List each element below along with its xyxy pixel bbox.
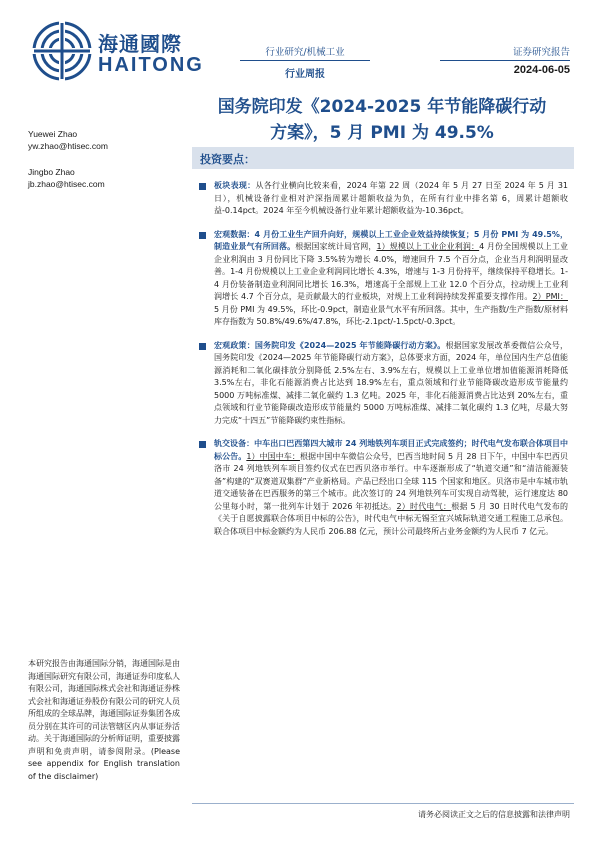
author-email[interactable]: jb.zhao@htisec.com <box>28 179 105 189</box>
paragraph-macro-data <box>192 229 568 329</box>
paragraph-lead: 宏观数据：4 月份工业生产回升向好，规模以上工业企业效益持续恢复；5 月份 PMI 为 49.5%，制造业景气有所回落。 <box>214 229 568 251</box>
author-name: Yuewei Zhao <box>28 129 78 139</box>
paragraph-text: 根据国家发展改革委微信公众号，国务院印发《2024—2025 年节能降碳行动方案》，总体要求方面，2024 年，单位国内生产总值能源消耗和二氧化碳排放分别降低 2.5%左右、3.9%左右，规模以上工业单位增加值能源消耗降低 3.5%左右，非化石能源消费占比达到 18.9%左右，重点领域和行业节能降碳改造形成节能量约 5000 万吨标准煤、减排二氧化碳约 1.3 亿吨。2025 年，非化石能源消费占比达到 20%左右，重点领域和行业节能降碳改造形成节能量约 5000 万吨标准煤、减排二氧化碳约 1.3 亿吨，尽最大努力完成“十四五”节能降碳约束性指标。 <box>214 340 568 425</box>
title-line-2: 方案》，5 月 PMI 为 49.5% <box>270 123 494 143</box>
square-bullet-icon <box>199 441 206 448</box>
investment-highlights <box>192 180 568 549</box>
paragraph-macro-policy <box>192 340 568 428</box>
paragraph-lead: 宏观政策：国务院印发《2024—2025 年节能降碳行动方案》。 <box>214 340 446 350</box>
square-bullet-icon <box>199 183 206 190</box>
author-list <box>28 128 178 190</box>
paragraph-text: 5 月份 PMI 为 49.5%，环比-0.9pct，制造业景气水平有所回落。其中，生产指数/生产指数/原材料库存指数为 50.8%/49.6%/47.8%，环比-2.1pct/-1.5pct/-0.3pct。 <box>214 304 568 326</box>
subheading-pmi: 2）PMI： <box>532 292 568 301</box>
square-bullet-icon <box>199 343 206 350</box>
paragraph-text: 4 月份全国规模以上工业企业利润由 3 月份同比下降 3.5%转为增长 4.0%，增速回升 7.5 个百分点，企业当月利润明显改善。1-4 月份规模以上工业企业利润同比增长 4.3%，增速与 1-3 月份持平，继续保持平稳增长。1-4 月份装备制造业利润同比增长 16.3%，增速高于全部规上工业 12.0 个百分点，拉动规上工业利润增长 4.7 个百分点，是贡献最大的行业板块，对规上工业利润持续发挥重要支撑作用。 <box>214 242 569 301</box>
author-email[interactable]: yw.zhao@htisec.com <box>28 141 108 151</box>
paragraph-text: 从各行业横向比较来看，2024 年第 22 周（2024 年 5 月 27 日至 2024 年 5 月 31 日），机械设备行业相对沪深指周累计超额收益为负，在所有行业中排名第 6，周累计超额收益-0.14pct。2024 年至今机械设备行业年累计超额收益为-10.36pct。 <box>214 181 569 215</box>
subheading-crrc: 1）中国中车： <box>246 451 300 461</box>
section-heading: 投资要点： <box>200 153 255 166</box>
report-category: 行业研究/机械工业 <box>265 47 345 58</box>
disclaimer-text: 本研究报告由海通国际分销，海通国际是由海通国际研究有限公司，海通证券印度私人有限公司，海通国际株式会社和海通证券株式会社和海通证券股份有限公司的研究人员所组成的全球品牌，海通国际证券集团各成员分别在其许可的司法管辖区内从事证券活动。关于海通国际的分析师证明，重要披露声明和免责声明，请参阅附录。(Please see appendix for English translation of the disclaimer) <box>28 659 180 781</box>
paragraph-sector-performance <box>192 180 568 218</box>
paragraph-rail-equipment <box>192 438 568 538</box>
paragraph-text: 根据中国中车微信公众号，巴西当地时间 5 月 28 日下午，中国中车巴西贝洛市 24 列地铁列车项目签约仪式在巴西贝洛市举行。中车逐渐形成了“轨道交通”和“清洁能源装备”构建的“双赛道双集群”产业新格局。产品已经出口全球 115 个国家和地区。贝洛市是中车城市轨道交通装备在巴西服务的第三个城市。此次签订的 24 列地铁列车可实现自动驾驶，运行速度达 80 公里每小时，第一批列车计划于 2026 年初抵达。 <box>214 451 568 511</box>
paragraph-lead: 轨交设备：中车出口巴西第四大城市 24 列地铁列车项目正式完成签约；时代电气发布联合体项目中标公告。 <box>214 439 568 461</box>
paragraph-lead: 板块表现： <box>214 181 256 190</box>
header-divider-mid <box>240 60 370 61</box>
report-title <box>192 94 572 146</box>
square-bullet-icon <box>199 232 206 239</box>
author-name: Jingbo Zhao <box>28 167 75 177</box>
company-logo <box>32 21 212 83</box>
subheading-industrial-profit: 1）规模以上工业企业利润： <box>376 242 480 251</box>
section-banner <box>192 147 574 169</box>
haitong-logo-icon <box>32 21 92 81</box>
report-type: 行业周报 <box>285 69 325 80</box>
paragraph-text: 根据国家统计局官网， <box>295 242 377 251</box>
title-line-1: 国务院印发《2024-2025 年节能降碳行动 <box>217 97 547 117</box>
footer-notice: 请务必阅读正文之后的信息披露和法律声明 <box>418 810 570 819</box>
logo-english-text: HAITONG <box>98 54 204 76</box>
report-date: 2024-06-05 <box>513 64 570 76</box>
report-series: 证券研究报告 <box>512 47 570 58</box>
subheading-times-electric: 2）时代电气： <box>396 501 452 511</box>
logo-chinese-text: 海通國際 <box>98 32 182 56</box>
header-divider-right <box>440 60 570 61</box>
paragraph-text: 根据 5 月 30 日时代电气发布的《关于自愿披露联合体项目中标的公告》，时代电气中标无锡至宜兴城际轨道交通工程施工总承包。联合体项目中标金额约为人民币 206.88 亿元，预计公司最终所占业务金额约为人民币 7 亿元。 <box>214 501 568 536</box>
footer-divider <box>192 803 574 804</box>
